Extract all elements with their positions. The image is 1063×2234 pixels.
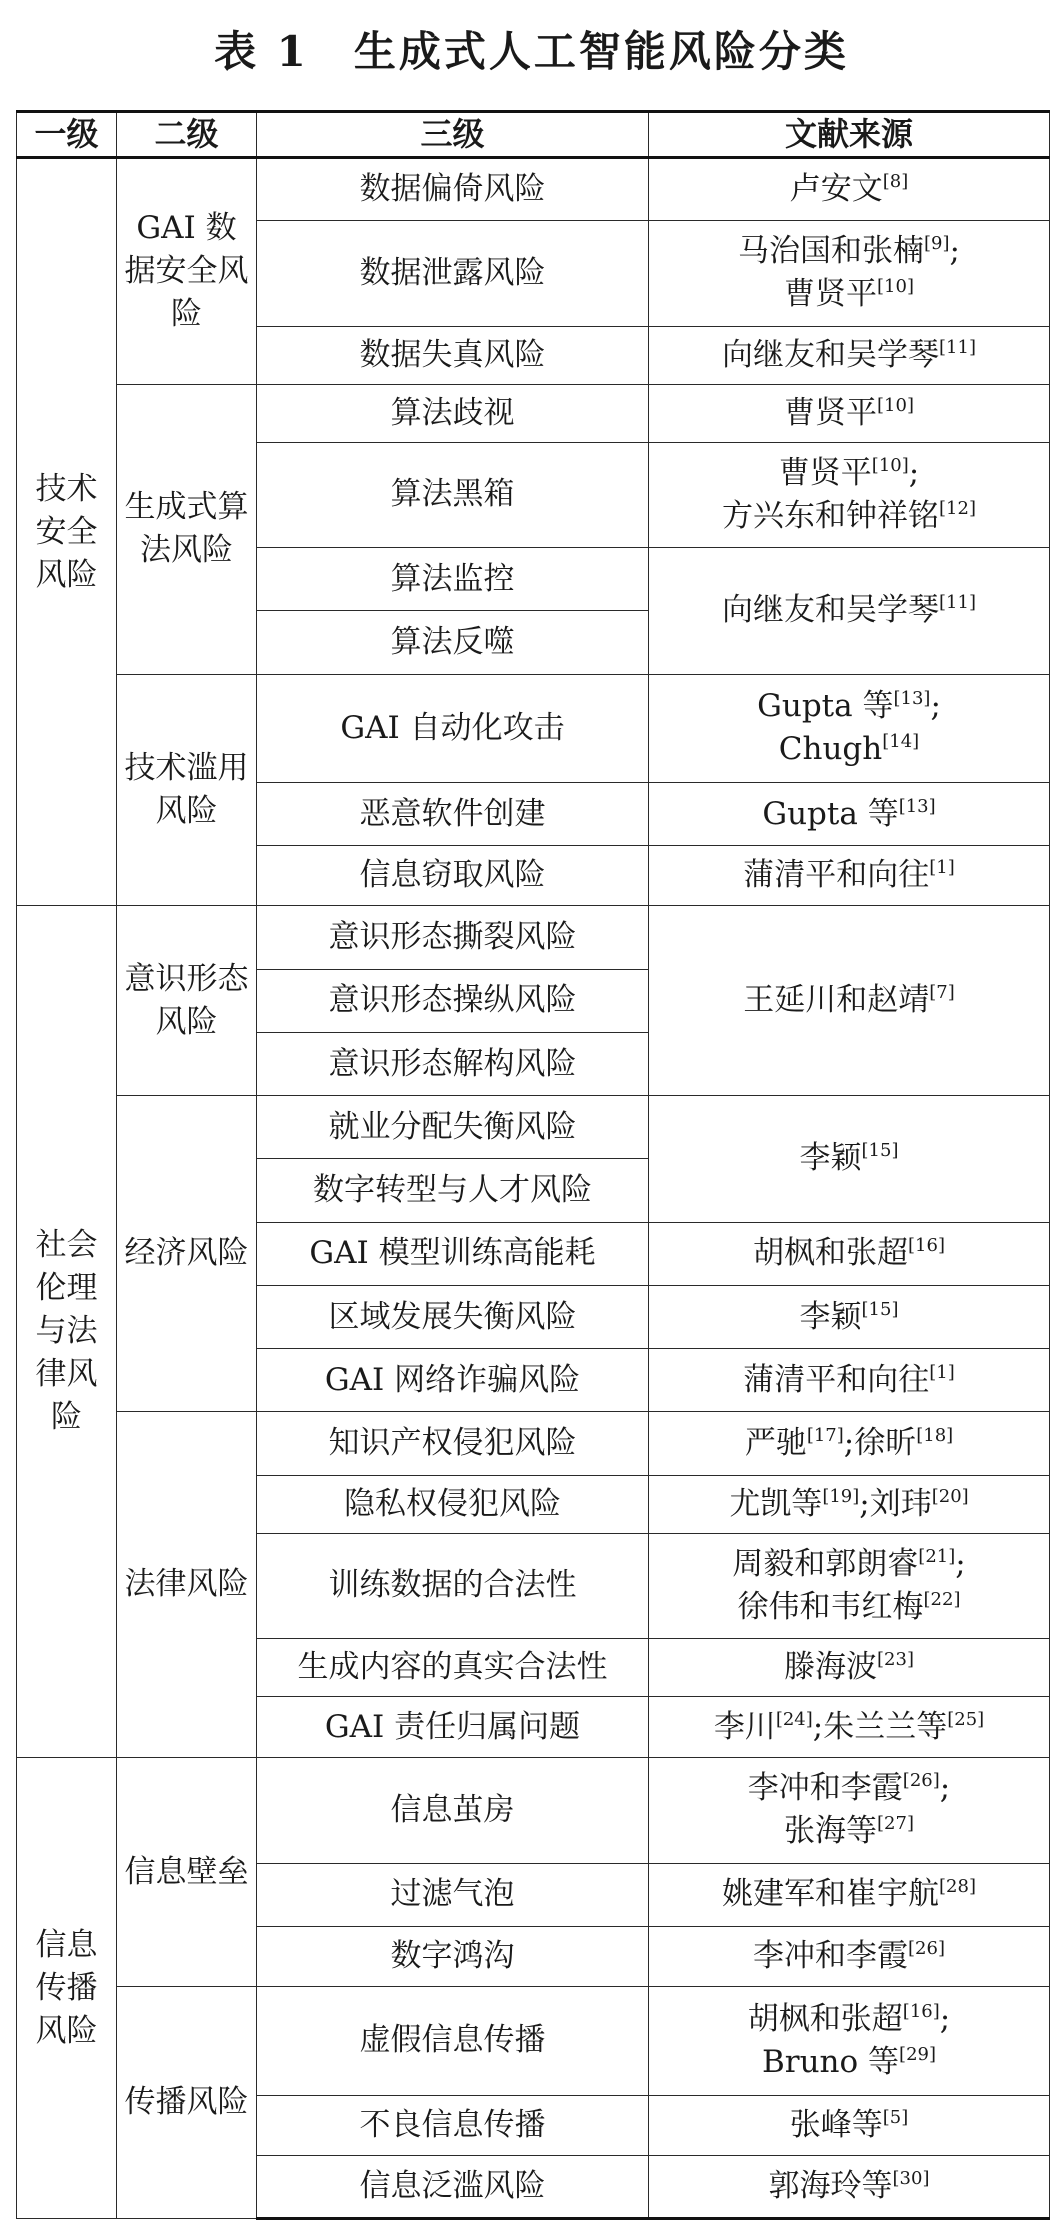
citation-text: 卢安文 [789,171,883,208]
level2-cell: 传播风险 [117,1986,257,2218]
level3-cell: 隐私权侵犯风险 [257,1475,649,1533]
reference-number: [26] [902,1770,940,1792]
header-level3: 三级 [257,112,649,158]
source-cell [649,442,1050,547]
source-cell [649,1697,1050,1758]
source-cell [649,1639,1050,1697]
level1-cell: 信息传播风险 [17,1758,117,2219]
level3-cell: 虚假信息传播 [257,1986,649,2095]
source-cell [649,158,1050,221]
source-cell [649,906,1050,1096]
citation-text: 周毅和郭朗睿 [732,1545,919,1582]
citation-text: 郭海玲等 [768,2167,893,2204]
source-cell [649,1349,1050,1412]
citation-text: ; [939,1770,951,1807]
citation-line [653,685,1045,728]
citation-text: ;徐昕 [843,1425,917,1462]
citation-text: 胡枫和张超 [747,2000,903,2037]
source-cell [649,548,1050,675]
citation-line [653,1543,1045,1586]
level3-cell: 数据泄露风险 [257,221,649,326]
citation-line [653,793,1045,836]
level2-cell: 法律风险 [117,1412,257,1758]
level3-cell: 意识形态撕裂风险 [257,906,649,969]
source-cell [649,846,1050,906]
citation-line [653,1422,1045,1465]
citation-text: 李颖 [799,1140,862,1177]
reference-number: [1] [929,857,955,879]
level3-cell: GAI 模型训练高能耗 [257,1222,649,1285]
citation-line [653,1296,1045,1339]
source-cell [649,2155,1050,2218]
reference-number: [14] [882,731,920,753]
reference-number: [19] [822,1485,860,1507]
citation-line [653,1810,1045,1853]
table-row [17,906,1050,969]
level3-cell: 过滤气泡 [257,1863,649,1926]
risk-classification-table [16,110,1050,2220]
citation-line [653,979,1045,1022]
citation-line [653,1359,1045,1402]
citation-text: Chugh [778,731,883,768]
citation-text: 胡枫和张超 [753,1235,909,1272]
reference-number: [11] [939,592,976,614]
citation-text: ;朱兰兰等 [812,1708,948,1745]
level3-cell: 数据失真风险 [257,326,649,384]
citation-line [653,1646,1045,1689]
level3-cell: 生成内容的真实合法性 [257,1639,649,1697]
citation-line [653,392,1045,435]
reference-number: [16] [902,2000,940,2022]
level3-cell: 信息窃取风险 [257,846,649,906]
reference-number: [22] [923,1588,961,1610]
citation-line [653,1998,1045,2041]
citation-line [653,334,1045,377]
header-level1: 一级 [17,112,117,158]
level3-cell: GAI 自动化攻击 [257,674,649,783]
level3-cell: 算法歧视 [257,384,649,442]
citation-text: Gupta 等 [762,795,899,832]
citation-text: 马治国和张楠 [738,233,925,270]
reference-number: [13] [893,688,931,710]
citation-text: Bruno 等 [761,2043,900,2080]
level3-cell: 算法监控 [257,548,649,611]
source-cell [649,1758,1050,1863]
level2-cell: 技术滥用风险 [117,674,257,906]
source-cell [649,1285,1050,1348]
reference-number: [5] [882,2106,909,2128]
source-cell [649,1986,1050,2095]
level3-cell: 意识形态操纵风险 [257,969,649,1032]
citation-text: 向继友和吴学琴 [722,592,940,629]
source-cell [649,674,1050,783]
citation-text: 方兴东和钟祥铭 [722,497,940,534]
level3-cell: GAI 网络诈骗风险 [257,1349,649,1412]
level3-cell: 意识形态解构风险 [257,1032,649,1095]
reference-number: [8] [882,171,909,193]
reference-number: [13] [898,795,936,817]
level3-cell: 恶意软件创建 [257,783,649,846]
source-cell [649,221,1050,326]
citation-text: 严驰 [744,1425,807,1462]
citation-text: 蒲清平和向往 [743,1361,930,1398]
reference-number: [28] [939,1876,976,1898]
citation-text: 曹贤平 [784,276,878,313]
level3-cell: 不良信息传播 [257,2095,649,2155]
citation-text: 曹贤平 [778,454,872,491]
header-row [17,112,1050,158]
citation-line [653,1232,1045,1275]
reference-number: [29] [899,2043,936,2065]
level2-cell: 信息壁垒 [117,1758,257,1987]
citation-line [653,1767,1045,1810]
citation-line [653,1706,1045,1749]
source-cell [649,1533,1050,1638]
citation-text: 向继友和吴学琴 [722,336,940,373]
citation-line [653,495,1045,538]
citation-text: 姚建军和崔宇航 [722,1876,940,1913]
level3-cell: 数据偏倚风险 [257,158,649,221]
reference-number: [9] [924,233,950,255]
level3-cell: 数字转型与人才风险 [257,1159,649,1222]
citation-line [653,1935,1045,1978]
reference-number: [27] [877,1813,914,1835]
level1-cell: 技术安全风险 [17,158,117,906]
reference-number: [20] [931,1485,969,1507]
citation-text: 徐伟和韦红梅 [737,1588,924,1625]
reference-number: [7] [929,982,955,1004]
table-row [17,674,1050,783]
level3-cell: 信息茧房 [257,1758,649,1863]
source-cell [649,783,1050,846]
source-cell [649,384,1050,442]
citation-text: 张峰等 [789,2106,883,2143]
table-row [17,1412,1050,1475]
table-row [17,158,1050,221]
reference-number: [12] [939,497,976,519]
source-cell [649,1096,1050,1223]
citation-text: ; [939,2000,951,2037]
reference-number: [10] [877,394,914,416]
level3-cell: 区域发展失衡风险 [257,1285,649,1348]
reference-number: [18] [916,1425,954,1447]
source-cell [649,1475,1050,1533]
citation-text: 王延川和赵靖 [743,982,930,1019]
citation-line [653,1873,1045,1916]
source-cell [649,1926,1050,1986]
citation-text: 滕海波 [784,1649,878,1686]
reference-number: [25] [947,1708,985,1730]
citation-text: 李冲和李霞 [747,1770,903,1807]
citation-line [653,2165,1045,2208]
citation-line [653,1137,1045,1180]
citation-text: 李颖 [799,1298,862,1335]
citation-line [653,168,1045,211]
reference-number: [21] [918,1545,956,1567]
level1-cell: 社会伦理与法律风险 [17,906,117,1758]
citation-line [653,589,1045,632]
reference-number: [15] [861,1298,899,1320]
level3-cell: 算法反噬 [257,611,649,674]
level3-cell: GAI 责任归属问题 [257,1697,649,1758]
citation-text: ; [908,454,920,491]
citation-text: 曹贤平 [784,394,878,431]
table-row [17,1096,1050,1159]
citation-text: ; [949,233,960,270]
reference-number: [10] [871,454,909,476]
table-title: 表 1 生成式人工智能风险分类 [214,27,849,76]
source-cell [649,2095,1050,2155]
citation-line [653,2041,1045,2084]
level3-cell: 信息泛滥风险 [257,2155,649,2218]
table-row [17,1986,1050,2095]
citation-line [653,1586,1045,1629]
reference-number: [11] [939,336,976,358]
source-cell [649,326,1050,384]
table-row [17,384,1050,442]
citation-text: 李冲和李霞 [753,1937,909,1974]
level2-cell: 生成式算法风险 [117,384,257,674]
level3-cell: 训练数据的合法性 [257,1533,649,1638]
source-cell [649,1222,1050,1285]
reference-number: [10] [877,276,914,298]
citation-text: 李川 [713,1708,776,1745]
header-level2: 二级 [117,112,257,158]
reference-number: [30] [892,2167,930,2189]
citation-line [653,2104,1045,2147]
level2-cell: GAI 数据安全风险 [117,158,257,385]
reference-number: [26] [908,1937,945,1959]
citation-line [653,273,1045,316]
table-row [17,1758,1050,1863]
level3-cell: 算法黑箱 [257,442,649,547]
reference-number: [16] [908,1235,945,1257]
header-source: 文献来源 [649,112,1050,158]
level2-cell: 经济风险 [117,1096,257,1412]
level3-cell: 数字鸿沟 [257,1926,649,1986]
source-cell [649,1863,1050,1926]
citation-text: 张海等 [784,1813,878,1850]
citation-text: ; [955,1545,966,1582]
citation-line [653,1483,1045,1526]
source-cell [649,1412,1050,1475]
citation-line [653,230,1045,273]
citation-text: 蒲清平和向往 [743,857,930,894]
level3-cell: 知识产权侵犯风险 [257,1412,649,1475]
reference-number: [23] [877,1649,914,1671]
citation-text: ; [930,688,941,725]
reference-number: [1] [929,1361,955,1383]
reference-number: [15] [861,1140,899,1162]
reference-number: [17] [806,1425,844,1447]
citation-line [653,854,1045,897]
citation-line [653,728,1045,771]
citation-text: 尤凯等 [729,1485,823,1522]
level2-cell: 意识形态风险 [117,906,257,1096]
citation-text: Gupta 等 [757,688,894,725]
level3-cell: 就业分配失衡风险 [257,1096,649,1159]
reference-number: [24] [775,1708,813,1730]
citation-text: ;刘玮 [859,1485,932,1522]
citation-line [653,452,1045,495]
